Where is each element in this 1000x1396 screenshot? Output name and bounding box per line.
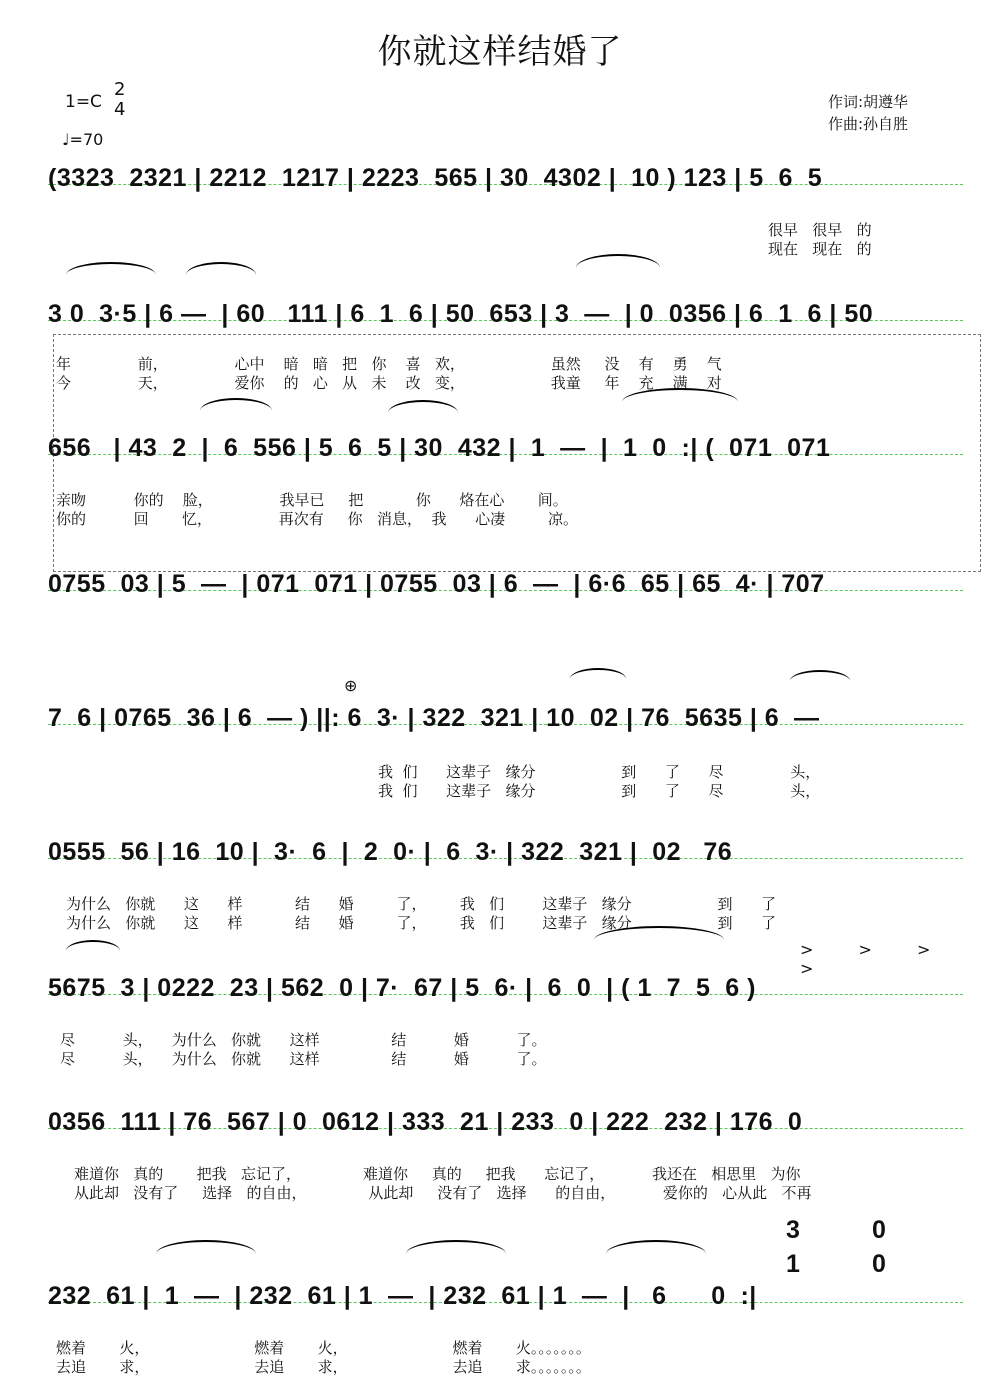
final-chord-top: 3 — [786, 1216, 800, 1244]
lyrics-row-8-verse-1: 难道你 真的 把我 忘记了， 难道你 真的 把我 忘记了， 我还在 相思里 为你 — [74, 1165, 801, 1183]
time-signature — [114, 80, 125, 120]
lyrics-row-6-verse-1: 为什么 你就 这 样 结 婚 了， 我 们 这辈子 缘分 到 了 — [66, 895, 777, 913]
final-chord-middle: 1 — [786, 1250, 800, 1278]
lyrics-row-3-verse-2: 你的 回 忆， 再次有 你 消息， 我 心凄 凉。 — [56, 510, 579, 528]
notes-row-1: (3323 2321 | 2212 1217 | 2223 565 | 30 4302 | 10 ) 123 | 5 6 5 — [48, 164, 823, 192]
slur — [790, 670, 850, 692]
lyrics-row-9-verse-2: 去追 求， 去追 求， 去追 求。。。。。。。 — [56, 1358, 591, 1376]
slur — [576, 254, 660, 282]
final-chord-rest-2: 0 — [872, 1250, 886, 1278]
slur — [622, 388, 738, 416]
slur — [66, 262, 156, 288]
notes-row-7: 5675 3 | 0222 23 | 562 0 | 7· 67 | 5 6· | 6 0 | ( 1 7 5 6 ) — [48, 974, 756, 1002]
notes-row-2: 3 0 3·5 | 6 — | 60 111 | 6 1 6 | 50 653 | 3 — | 0 0356 | 6 1 6 | 50 — [48, 300, 874, 328]
lyrics-row-5-verse-2: 我 们 这辈子 缘分 到 了 尽 头， — [378, 782, 821, 800]
slur — [406, 1240, 506, 1268]
staff-row-5 — [48, 696, 963, 746]
meter-bottom: 4 — [114, 99, 126, 120]
notes-row-6: 0555 56 | 16 10 | 3· 6 | 2 0· | 6 3· | 322 321 | 02 76 — [48, 838, 733, 866]
notes-row-3: 656 | 43 2 | 6 556 | 5 6 5 | 30 432 | 1 — | 1 0 :| ( 071 071 — [48, 434, 831, 462]
notes-row-8: 0356 111 | 76 567 | 0 0612 | 333 21 | 233 0 | 222 232 | 176 0 — [48, 1108, 803, 1136]
lyrics-row-7-verse-2: 尽 头， 为什么 你就 这样 结 婚 了。 — [60, 1050, 547, 1068]
lyrics-row-9-verse-1: 燃着 火， 燃着 火， 燃着 火。。。。。。。 — [56, 1339, 591, 1357]
coda-mark: ⊕ — [344, 676, 358, 695]
final-chord-rest-1: 0 — [872, 1216, 886, 1244]
staff-row-9 — [48, 1274, 963, 1324]
staff-row-7 — [48, 966, 963, 1016]
credits — [828, 91, 908, 135]
lyrics-row-1-verse-2: 现在 现在 的 — [768, 240, 872, 258]
lyrics-row-2-verse-1: 年 前， 心中 暗 暗 把 你 喜 欢， 虽然 没 有 勇 气 — [56, 355, 722, 373]
staff-row-1 — [48, 156, 963, 206]
notes-row-4: 0755 03 | 5 — | 071 071 | 0755 03 | 6 — | 6·6 65 | 65 4· | 707 — [48, 570, 825, 598]
staff-row-3 — [48, 426, 963, 476]
slur — [186, 262, 256, 288]
composer: 作曲:孙自胜 — [828, 115, 909, 133]
slur — [606, 1240, 706, 1268]
slur — [156, 1240, 256, 1268]
slur — [570, 668, 626, 690]
staff-row-6 — [48, 830, 963, 880]
staff-row-8 — [48, 1100, 963, 1150]
lyrics-row-3-verse-1: 亲吻 你的 脸， 我早已 把 你 烙在心 间。 — [56, 491, 568, 509]
slur — [200, 398, 272, 424]
lyrics-row-1-verse-1: 很早 很早 的 — [768, 221, 872, 239]
tempo-marking: ♩=70 — [62, 130, 104, 149]
lyrics-row-8-verse-2: 从此却 没有了 选择 的自由， 从此却 没有了 选择 的自由， 爱你的 心从此 不再 — [74, 1184, 812, 1202]
lyricist: 作词:胡遵华 — [828, 93, 909, 111]
song-title: 你就这样结婚了 — [377, 32, 623, 72]
meter-top: 2 — [114, 79, 126, 100]
slur — [594, 926, 724, 954]
key-signature: 1=C — [65, 92, 102, 112]
slur — [66, 940, 120, 962]
lyrics-row-7-verse-1: 尽 头， 为什么 你就 这样 结 婚 了。 — [60, 1031, 547, 1049]
staff-row-2 — [48, 292, 963, 342]
staff-row-4 — [48, 562, 963, 612]
notes-row-5: 7 6 | 0765 36 | 6 — ) ||: 6 3· | 322 321 | 10 02 | 76 5635 | 6 — — [48, 704, 820, 732]
lyrics-row-2-verse-2: 今 天， 爱你 的 心 从 未 改 变， 我童 年 充 满 对 — [56, 374, 722, 392]
accent-marks: > > > > — [800, 940, 951, 978]
slur — [388, 400, 458, 426]
lyrics-row-6-verse-2: 为什么 你就 这 样 结 婚 了， 我 们 这辈子 缘分 到 了 — [66, 914, 777, 932]
lyrics-row-5-verse-1: 我 们 这辈子 缘分 到 了 尽 头， — [378, 763, 821, 781]
notes-row-9: 232 61 | 1 — | 232 61 | 1 — | 232 61 | 1 — | 6 0 :| — [48, 1282, 757, 1310]
